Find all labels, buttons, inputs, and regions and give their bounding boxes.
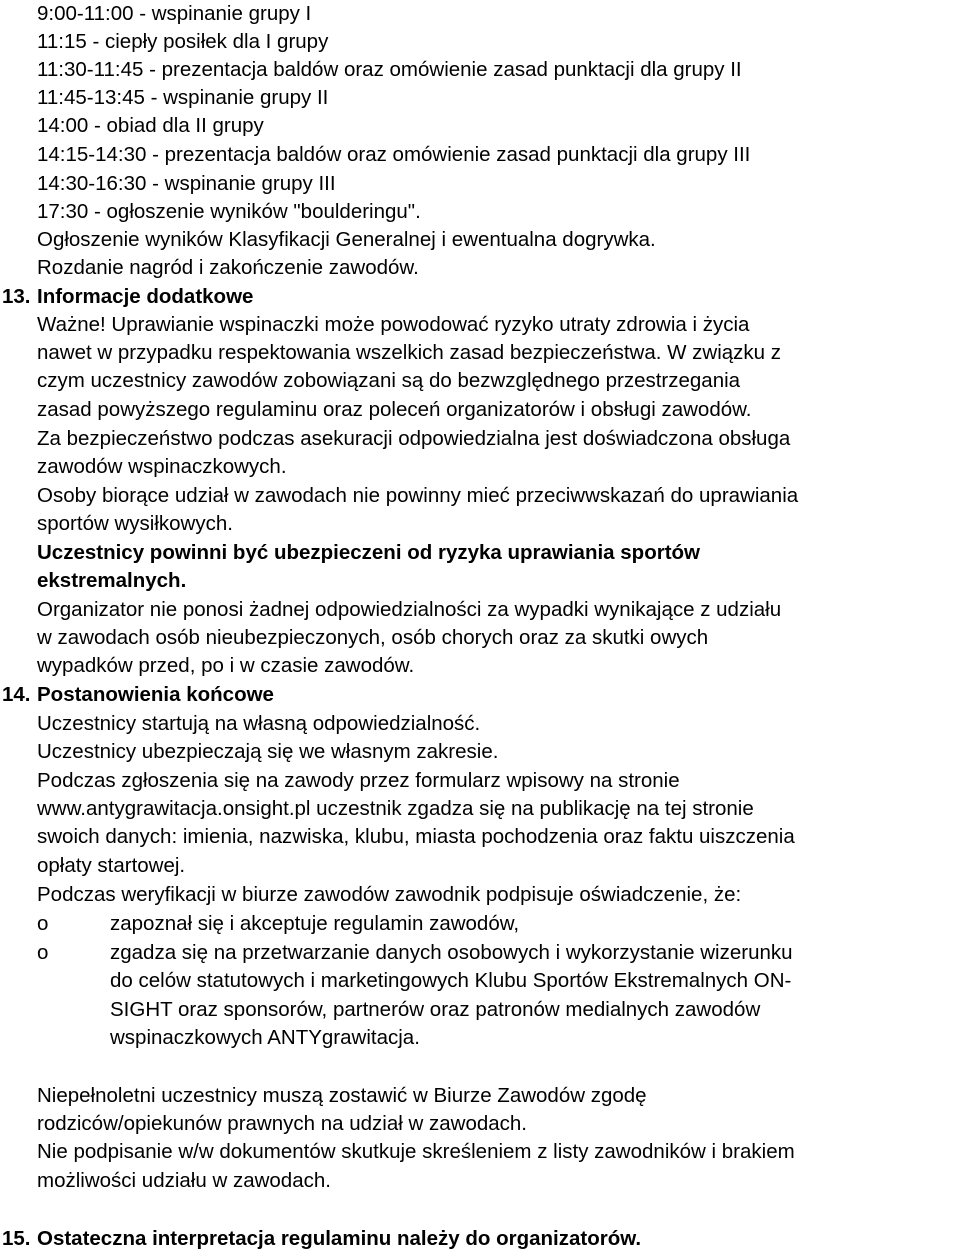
schedule-item: Rozdanie nagród i zakończenie zawodów. xyxy=(37,256,419,279)
paragraph-line: Podczas zgłoszenia się na zawody przez formularz wpisowy na stronie xyxy=(37,769,680,792)
bullet-marker: o xyxy=(37,912,49,935)
paragraph-line: Uczestnicy ubezpieczają się we własnym zakresie. xyxy=(37,740,499,763)
schedule-item: 9:00-11:00 - wspinanie grupy I xyxy=(37,2,312,25)
paragraph-line: sportów wysiłkowych. xyxy=(37,512,233,535)
bullet-marker: o xyxy=(37,941,49,964)
schedule-item: Ogłoszenie wyników Klasyfikacji Generalnej i ewentualna dogrywka. xyxy=(37,228,656,251)
schedule-item: 11:45-13:45 - wspinanie grupy II xyxy=(37,86,329,109)
bold-notice-line: ekstremalnych. xyxy=(37,569,187,592)
paragraph-line: Ważne! Uprawianie wspinaczki może powodować ryzyko utraty zdrowia i życia xyxy=(37,313,750,336)
paragraph-line: zawodów wspinaczkowych. xyxy=(37,455,287,478)
paragraph-line: czym uczestnicy zawodów zobowiązani są do bezwzględnego przestrzegania xyxy=(37,369,741,392)
schedule-item: 14:15-14:30 - prezentacja baldów oraz omówienie zasad punktacji dla grupy III xyxy=(37,143,751,166)
schedule-item: 11:30-11:45 - prezentacja baldów oraz omówienie zasad punktacji dla grupy II xyxy=(37,58,742,81)
bullet-item-line: SIGHT oraz sponsorów, partnerów oraz patronów medialnych zawodów xyxy=(110,998,761,1021)
paragraph-line: www.antygrawitacja.onsight.pl uczestnik zgadza się na publikację na tej stronie xyxy=(37,797,754,820)
paragraph-line: zasad powyższego regulaminu oraz poleceń organizatorów i obsługi zawodów. xyxy=(37,398,752,421)
paragraph-line: Niepełnoletni uczestnicy muszą zostawić w Biurze Zawodów zgodę xyxy=(37,1084,647,1107)
section-15-number: 15. xyxy=(2,1227,31,1250)
paragraph-line: rodziców/opiekunów prawnych na udział w zawodach. xyxy=(37,1112,527,1135)
paragraph-line: nawet w przypadku respektowania wszelkich zasad bezpieczeństwa. W związku z xyxy=(37,341,782,364)
paragraph-line: opłaty startowej. xyxy=(37,854,186,877)
paragraph-line: Osoby biorące udział w zawodach nie powinny mieć przeciwwskazań do uprawiania xyxy=(37,484,799,507)
section-13-number: 13. xyxy=(2,285,31,308)
bullet-item-line: zgadza się na przetwarzanie danych osobowych i wykorzystanie wizerunku xyxy=(110,941,793,964)
paragraph-line: w zawodach osób nieubezpieczonych, osób chorych oraz za skutki owych xyxy=(37,626,709,649)
section-13-title: Informacje dodatkowe xyxy=(37,285,254,308)
schedule-item: 14:30-16:30 - wspinanie grupy III xyxy=(37,172,336,195)
paragraph-line: swoich danych: imienia, nazwiska, klubu, miasta pochodzenia oraz faktu uiszczenia xyxy=(37,825,795,848)
schedule-item: 14:00 - obiad dla II grupy xyxy=(37,114,264,137)
paragraph-line: Za bezpieczeństwo podczas asekuracji odpowiedzialna jest doświadczona obsługa xyxy=(37,427,791,450)
schedule-item: 11:15 - ciepły posiłek dla I grupy xyxy=(37,30,329,53)
section-14-title: Postanowienia końcowe xyxy=(37,683,274,706)
paragraph-line: Podczas weryfikacji w biurze zawodów zawodnik podpisuje oświadczenie, że: xyxy=(37,883,742,906)
paragraph-line: Nie podpisanie w/w dokumentów skutkuje skreśleniem z listy zawodników i brakiem xyxy=(37,1140,795,1163)
paragraph-line: Organizator nie ponosi żadnej odpowiedzialności za wypadki wynikające z udziału xyxy=(37,598,782,621)
paragraph-line: możliwości udziału w zawodach. xyxy=(37,1169,331,1192)
paragraph-line: Uczestnicy startują na własną odpowiedzialność. xyxy=(37,712,481,735)
section-15-title: Ostateczna interpretacja regulaminu należy do organizatorów. xyxy=(37,1227,642,1250)
paragraph-line: wypadków przed, po i w czasie zawodów. xyxy=(37,654,415,677)
bold-notice-line: Uczestnicy powinni być ubezpieczeni od ryzyka uprawiania sportów xyxy=(37,541,700,564)
bullet-item-line: zapoznał się i akceptuje regulamin zawodów, xyxy=(110,912,520,935)
section-14-number: 14. xyxy=(2,683,31,706)
bullet-item-line: wspinaczkowych ANTYgrawitacja. xyxy=(110,1026,420,1049)
schedule-item: 17:30 - ogłoszenie wyników "boulderingu". xyxy=(37,200,421,223)
bullet-item-line: do celów statutowych i marketingowych Klubu Sportów Ekstremalnych ON- xyxy=(110,969,792,992)
